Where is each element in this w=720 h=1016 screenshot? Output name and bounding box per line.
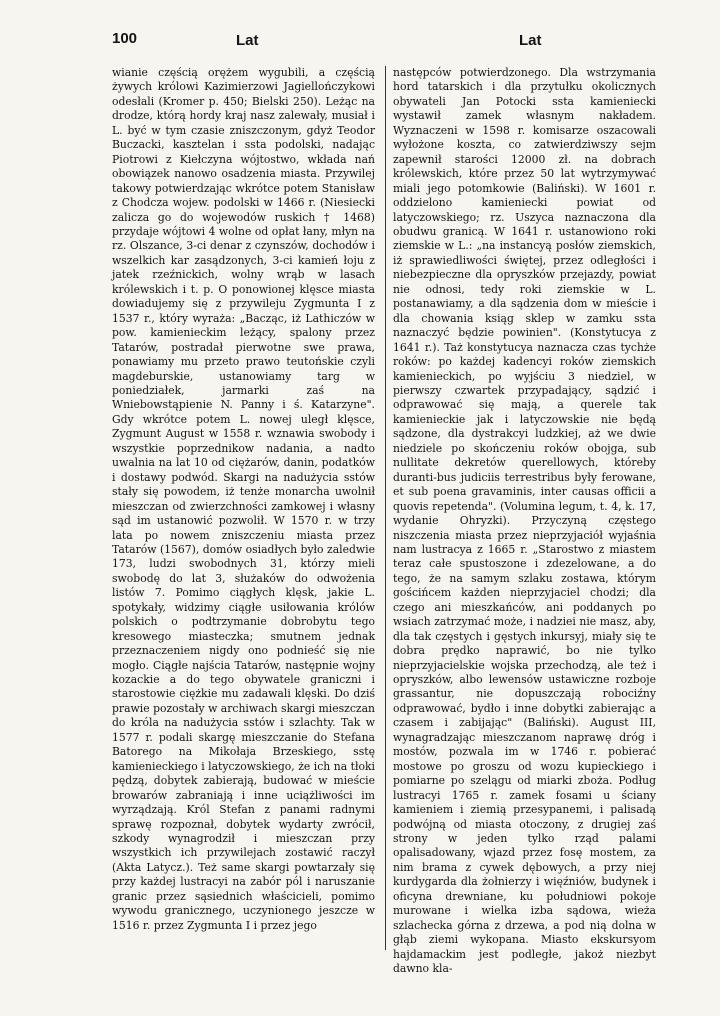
left-column-text: wianie częścią orężem wygubili, a częścią żywych królowi Kazimierzowi Jagiellończykowi odesłali (Kromer p. 450; Bielski 250). Leżąc na drodze, którą hordy kraj nasz zalewały, musiał i L. być w tym czasie zniszczonym, gdyż Teodor Buczacki, kasztelan i ssta podolski, nadając Piotrowi z Kiełczyna wójtostwo, wkłada nań obowiązek nanowo osadzenia miasta. Przywilej takowy potwierdzając wkrótce potem Stanisław z Chodcza wojew. podolski w 1466 r. (Niesiecki zalicza go do wojewodów ruskich † 1468) przydaje wójtowi 4 wolne od opłat łany, młyn na rz. Olszance, 3-ci denar z czynszów, dochodów i wszelkich kar zasądzonych, 3-ci kamień łoju z jatek rzeźnickich, wolny wrąb w lasach królewskich i t. p. O ponowionej klęsce miasta dowiadujemy się z przywileju Zygmunta I z 1537 r., który wyraża: „Bacząc, iż Lathiczów w pow. kamienieckim leżący, spalony przez Tatarów, postradał pierwotne swe prawa, ponawiamy mu przeto prawo teutońskie czyli magdeburskie, ustanowiamy targ w poniedziałek, jarmarki zaś na Wniebowstąpienie N. Panny i ś. Katarzyne". Gdy wkrótce potem L. nowej uległ klęsce, Zygmunt August w 1558 r. wznawia swobody i wszystkie poprzednikow nadania, a nadto uwalnia na lat 10 od ciężarów, danin, podatków i dostawy podwód. Skargi na nadużycia sstów stały się powodem, iż tenże monarcha uwolnił mieszczan od zwierzchności zamkowej i własny sąd im ustanowić pozwolił. W 1570 r. w trzy lata po nowem zniszczeniu miasta przez Tatarów (1567), domów osiadłych było zaledwie 173, ludzi swobodnych 31, którzy mieli swobodę do lat 3, służaków do odwożenia listów 7. Pomimo ciągłych klęsk, jakie L. spotykały, widzimy ciągłe usiłowania królów polskich o podtrzymanie dobrobytu tego kresowego miasteczka; smutnem jednak przeznaczeniem nigdy ono podnieść się nie mogło. Ciągłe najścia Tatarów, następnie wojny kozackie a do tego obywatele graniczni i starostowie ciężkie mu zadawali klęski. Do dziś prawie pozostały w archiwach skargi mieszczan do króla na nadużycia sstów i szlachty. Tak w 1577 r. podali skargę mieszczanie do Stefana Batorego na Mikołaja Brzeskiego, sstę kamienieckiego i latyczowskiego, że ich na tłoki pędzą, dobytek zabierają, budować w mieście browarów zabraniają i inne uciążliwości im wyrządzają. Król Stefan z panami radnymi sprawę rozpoznał, dobytek wydarty zwrócił, szkody wynagrodził i mieszczan przy wszystkich ich przywilejach zostawić raczył (Akta Latycz.). Też same skargi powtarzały się przy każdej lustracyi na zabór pól i naruszanie granic przez sąsiednich właścicieli, pomimo wywodu granicznego, uczynionego jeszcze w 1516 r. przez Zygmunta I i przez jego bbox=[112, 66, 375, 932]
left-column-heading: Lat bbox=[236, 32, 259, 49]
text-columns bbox=[112, 66, 668, 976]
page-number: 100 bbox=[112, 30, 138, 47]
right-column-heading: Lat bbox=[519, 32, 542, 49]
right-column-text: następców potwierdzonego. Dla wstrzymania hord tatarskich i dla przytułku okolicznych obywateli Jan Potocki ssta kamieniecki wystawił zamek własnym nakładem. Wyznaczeni w 1598 r. komisarze oszacowali wyłożone koszta, co zatwierdziwszy sejm zapewnił starości 12000 zł. na dobrach królewskich, które przez 50 lat wytrzymywać miali jego potomkowie (Baliński). W 1601 r. oddzielono kamieniecki powiat od latyczowskiego; rz. Uszyca naznaczona dla obudwu granicą. W 1641 r. ustanowiono roki ziemskie w L.: „na instancyą posłów ziemskich, iż sprawiedliwości świętej, przez odległości i niebezpieczne dla opryszków przejazdy, powiat nie odnosi, tedy roki ziemskie w L. postanawiamy, a dla sądzenia dom w mieście i dla chowania ksiąg sklep w zamku ssta naznaczyć będzie powinien". (Konstytucya z 1641 r.). Taż konstytucya naznacza czas tychże roków: po każdej kadencyi roków ziemskich kamienieckich, po wyjściu 3 niedziel, w pierwszy czwartek przypadający, sądzić i odprawować się mają, a querele tak kamienieckie jak i latyczowskie nie będą sądzone, dla dystrakcyi ludzkiej, aż we dwie niedziele po skończeniu roków obojga, sub nullitate dekretów querellowych, któreby duranti-bus judiciis terrestribus były ferowane, et sub poena gravaminis, inter causas officii a quovis repetenda". (Volumina legum, t. 4, k. 17, wydanie Ohryzki). Przyczyną częstego niszczenia miasta przez nieprzyjaciół wyjaśnia nam lustracya z 1665 r. „Starostwo z miastem teraz całe spustoszone i zdezelowane, a do tego, że na samym szlaku zostawa, którym gościńcem każden nieprzyjaciel chodzi; dla czego ani mieszkańców, ani poddanych po wsiach zatrzymać może, i nadziei nie masz, aby, dla tak częstych i gęstych inkursyj, miały się te dobra prędko naprawić, bo nie tylko nieprzyjacielskie wojska przechodzą, ale też i opryszków, albo lewensów ustawiczne rozboje grassantur, nie dopuszczają robociźny odprawować, bydło i inne dobytki zabierając a czasem i zabijając" (Baliński). August III, wynagradzając mieszczanom naprawę dróg i mostów, pozwala im w 1746 r. pobierać mostowe po groszu od wozu kupieckiego i pomiarne po szelągu od miarki zboża. Podług lustracyi 1765 r. zamek fosami u ściany kamieniem i ziemią przesypanemi, i palisadą podwójną od miasta otoczony, z drugiej zaś strony w jeden tylko rząd palami opalisadowany, wjazd przez fosę mostem, za nim brama z cywek dębowych, a przy niej kurdygarda dla żołnierzy i więźniów, budynek i oficyna drewniane, ku południowi pokoje murowane i wielka izba sądowa, wieża szlachecka górna z drzewa, a pod nią dolna w głąb ziemi wykopana. Miasto ekskursyom hajdamackim jest podległe, jakoż niezbyt dawno kla- bbox=[393, 66, 656, 976]
running-header bbox=[112, 30, 672, 56]
